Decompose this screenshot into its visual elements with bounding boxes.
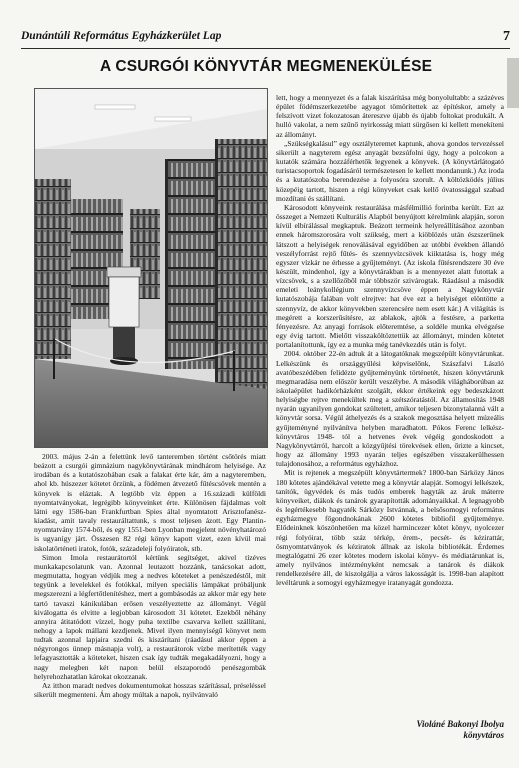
article-column-left [34, 452, 266, 757]
paragraph: Az itthon maradt nedves dokumentumokat hosszas szárítással, préseléssel sikerült megmenteni. Ám ahogy múltak a napok, nyilvánvaló [34, 680, 266, 700]
article-column-right [276, 93, 504, 715]
paragraph: lett, hogy a mennyezet és a falak kiszárítása még bonyolultabb: a százéves épület födémszerkezetébe agyagot tömörítettek az építéskor, amely a felszívott vizet fokozatosan átereszve újabb és újabb foltokat produkált. A hulló vakolat, a nem szűnő nyirkosság miatt sürgősen ki kellett menekíteni az állományt. [276, 93, 504, 139]
paragraph: Simon Imola restaurátortól kértünk segítséget, akivel tízéves munkakapcsolatunk van. Azonnal leutazott hozzánk, tanácsokat adott, megmutatta, hogyan védjük meg a nedves köteteket a penészedéstől, mit tegyünk a levelekkel és fotókkal, milyen speciális lámpákat próbáljunk megszerezni a légfertőtlenítéshez, mert a gombásodás az akkor már egy hete tartó tavaszi kánikulában erősen veszélyeztette az állományt. Végül kiválogatta és elvitte a legjobban károsodott 31 kötetet. Ezekből néhány annyira átitatódott vízzel, hogy puha textilbe csavarva kellett szállítani, nehogy a lapok mállani kezdjenek. Mivel ilyen mennyiségű könyvet nem tudtak azonnal lapjaira szedni és kiszárítani (ráadásul akkor éppen a négyrongos ünnep másnapja volt), a restaurátorok vízbe merítették vagy lefagyasztották a köteteket, hiszen csak így tudták megakadályozni, hogy a nagy melegben két napon belül elszaporodó penészgombák helyrehozhatatlan károkat okozzanak. [34, 552, 266, 681]
paragraph: Károsodott könyveink restaurálása másfélmillió forintba került. Ezt az összeget a Nemzeti Kulturális Alapból benyújtott kérelmünk alapján, soron kívül elbírálással megkaptuk. Beázott termeink helyreállításához azonban ennek háromszorosára volt szükség, mert a kiöblözés után észszerűnek látszott a helyiségek renoválásával egyidőben az utóbbi években állandó veszélyforrást rejtő fűtés- és szennyvízcsövek kiiktatása is, hogy még egyszer vízkár ne érhesse a gyűjteményt. (Az iskola fűtésrendszere 30 éve készült, mindenhol, így a könyvtárakban is a mennyezet alatt futottak a vízcsövek, s a szellőzőből már többször szivárogtak. Ráadásul a második emeleti leánykollégium szennyvízcsöve éppen a Nagykönyvtár kutatószobája falában volt elrejtve: hat éve ezt a helyiséget elöntötte a szennyvíz, de akkor könyvekben szerencsére nem esett kár.) A világítás is megérett a korszerűsítésre, az ablakok, ajtók a festésre, a parketta fényezésre. Az anyagi források előteremtése, a soldéle munka elvégzése egy évig tartott. Mielőtt visszaköltöztettük az állományt, minden kötetet portalanítottunk, így ez a munka még tanévkezdés után is folyt. [276, 202, 504, 350]
header-rule [21, 48, 510, 49]
page-header [21, 30, 510, 48]
page-edge-shadow [507, 58, 519, 108]
author-role: könyvtáros [463, 730, 504, 740]
paragraph: „Szükségkalásul” egy osztályteremet kaptunk, ahova gondos tervezéssel sikerült a nagyterem egész anyagát bezsúfolni úgy, hogy a polcokon a kutatók számára hozzáférhetők legyenek a könyvek. (A könyvtárlátogató turistacsoportok fogadásáról természetesen le kellett mondanunk.) Az iroda és a kutatószoba berendezése a folyosóra szorult. A költözködés július közepéig tartott, hiszen a régi könyveket csak kellő óvatossággal szabad mozdítani és szállítani. [276, 138, 504, 203]
publication-title: Dunántúli Református Egyházkerület Lap [21, 30, 222, 42]
author-name: Violáné Bakonyi Ibolya [416, 719, 504, 729]
paragraph: 2004. október 22-én adtuk át a látogatóknak megszépült könyvtárunkat. Lelkészünk és országgyűlési képviselőnk, Szászfalvi László avatóbeszédében felidézte gyűjteményünk történetét, hiszen könyvtárunk megmaradása nem először került veszélybe. A második világháborúban az iskolaépület hadikórházként szolgált, ekkor értékeink egy bedeszkázott helyiségbe rejtve menekültek meg a szétszóratástól. Az államosítás 1948 nyarán ugyanilyen gondokat szültetett, amikor teljesen bizonytalanná vált a könyvtár sorsa. Végül áthelyezés és a szakok megosztása helyett múzeális gyűjteményné nyilvánítva helyben maradhatott. Pókos Ferenc lelkész-könyvtáros 1948- tól a hetvenes évek végéig gondoskodott a Nagykönyvtárról, harcolt a közgyűjtési törekvések ellen, őrizte a kincset, hogy az állomány 1993 nyarán teljes egészében visszakerülhessen tulajdonosához, a református egyházhoz. [276, 349, 504, 469]
library-interior-photo [34, 88, 268, 448]
page-number: 7 [503, 29, 510, 44]
paragraph: Mit is rejtenek a megszépült könyvtártermek? 1800-ban Sárközy János 180 kötetes ajándékával vetette meg a könyvtár alapját. Somogyi lelkészek, tanítók, ügyvédek és más tudós emberek hagyták az áruk máterre könyveiket, diákok és tanárok gyarapították adományaikkal. A legnagyobb és legértékesebb hagyaték Sárközy Istvánnak, a belsősomogyi református egyházmegye főgondnokának 2600 kötetes bibliofil gyűjteménye. Elődeinknek köszönhetően ma közel harmincezer kötet könyv, nyolcezer régi folyóirat, több száz térkép, érem-, pecsét- és kézirattár, ösmyomtatványok és kéziratok állnak az iskola bibliotékát. Érdemes megtalógatni 26 ezer kötetes modern iskolai könyv- és médiatárunkat is, amely nyilvános intézményként nemcsak a tanárok és diákok rendelkezésére áll, de kiszolgálja a város lakosságát is. 1998-ban alapított levéltárunk a somogyi egyházmegye iratanyagát gondozza. [276, 468, 504, 588]
author-signature [276, 719, 504, 741]
paragraph: 2003. május 2-án a felettünk levő tanteremben történt csőtörés miatt beázott a csurgói gimnázium nagykönyvtárának mindhárom helyisége. Az irodában és a kutatószobában csak a falakat érte kár, ám a nagyteremben, ahol kb. húszezer kötetet őrzünk, a födémen átvezető fűtéscsövek mentén a könyvek is eláztak. A legtöbb víz éppen a 16.századi külföldi nyomtatványokat, legrégibb könyveinket érte. Különösen fájdalmas volt látni egy 1586-ban Frankfurtban Spies által nyomtatott Arisztofanész-kiadást, amit tavaly restauráltattunk, s most teljesen ázott. Egy Plantin-nyomtatvány 1574-ből, és egy 1551-ben Lyonban megjelent növényhatározó is ugyanígy járt. Összesen 82 régi könyv kapott vizet, ezen kívül mai iskolatörténeti iratok, fotók, századeleji folyóiratok, stb. [34, 452, 266, 553]
article-title: A CSURGÓI KÖNYVTÁR MEGMENEKÜLÉSE [100, 58, 433, 75]
